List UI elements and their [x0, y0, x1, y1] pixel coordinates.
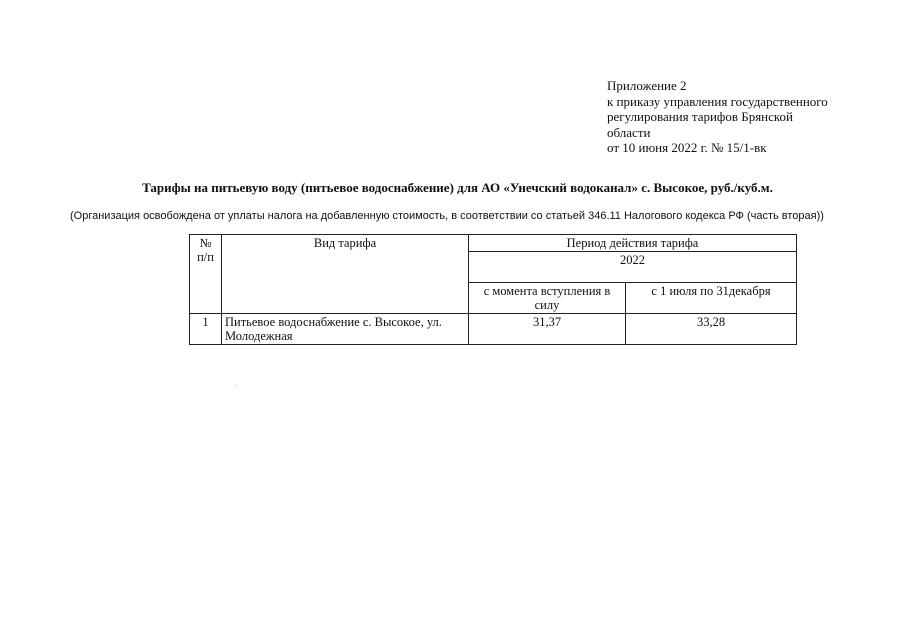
row-value-a: 31,37	[469, 314, 626, 345]
appendix-block	[607, 78, 847, 156]
row-num: 1	[190, 314, 222, 345]
row-kind: Питьевое водоснабжение с. Высокое, ул. Молодежная	[222, 314, 469, 345]
header-year: 2022	[469, 252, 797, 283]
header-col-a: с момента вступления в силу	[469, 283, 626, 314]
appendix-line: области	[607, 124, 651, 140]
appendix-line: к приказу управления государственного	[607, 93, 828, 109]
table-row	[190, 314, 797, 345]
header-kind: Вид тарифа	[222, 235, 469, 314]
header-num: № п/п	[190, 235, 222, 314]
vat-note: (Организация освобождена от уплаты налога на добавленную стоимость, в соответствии со статьей 346.11 Налогового кодекса РФ (часть вторая))	[70, 210, 824, 222]
document-title: Тарифы на питьевую воду (питьевое водоснабжение) для АО «Унечский водоканал» с. Высокое, руб./куб.м.	[142, 180, 773, 195]
appendix-line: Приложение 2	[607, 78, 687, 93]
scan-speck	[236, 385, 237, 386]
header-period: Период действия тарифа	[469, 235, 797, 252]
row-value-b: 33,28	[626, 314, 797, 345]
appendix-line: от 10 июня 2022 г. № 15/1-вк	[607, 140, 767, 156]
appendix-line: регулирования тарифов Брянской	[607, 109, 794, 125]
table-header-row	[190, 235, 797, 252]
header-col-b: с 1 июля по 31декабря	[626, 283, 797, 314]
tariff-table	[189, 234, 797, 345]
